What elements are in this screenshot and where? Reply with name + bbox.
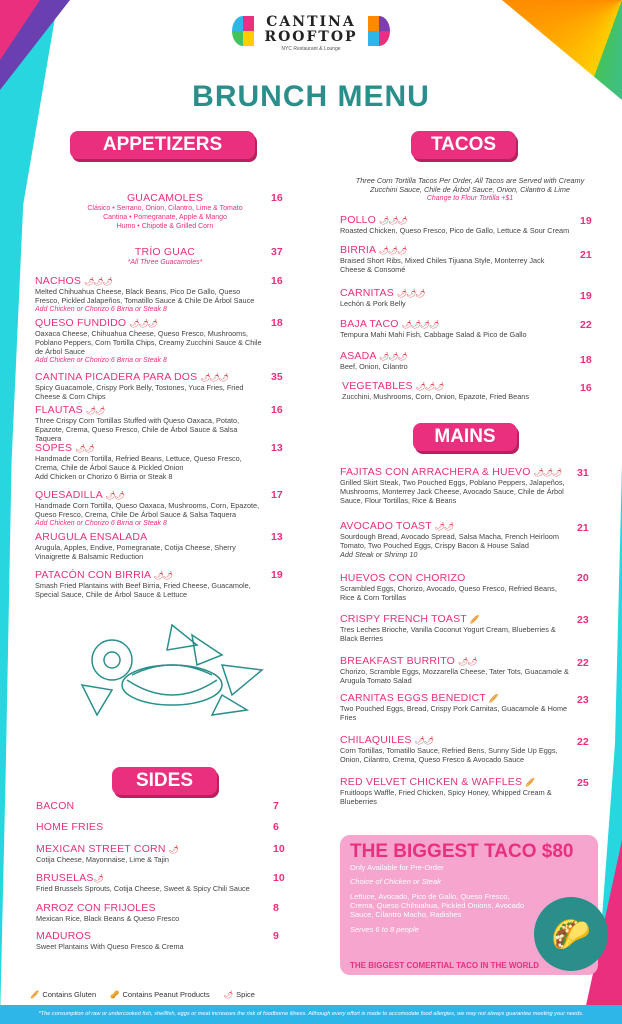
legend-spice: 🌶 Spice — [223, 990, 255, 999]
promo-line: Serves 6 to 8 people — [350, 925, 419, 934]
item-name: SOPES — [35, 442, 73, 454]
item-price: 18 — [580, 354, 592, 366]
item-price: 10 — [273, 872, 285, 884]
item-name: ASADA — [340, 350, 377, 362]
item-desc: Roasted Chicken, Queso Fresco, Pico de Gallo, Lettuce & Sour Cream — [340, 226, 570, 235]
item-desc: Spicy Guacamole, Crispy Pork Belly, Tostones, Yuca Fries, Fried Cheese & Corn Chips — [35, 383, 244, 401]
fan-icon — [232, 16, 254, 46]
item-price: 13 — [271, 442, 283, 454]
item-name: HUEVOS CON CHORIZO — [340, 572, 466, 584]
chili-icon: 🌶🌶 — [434, 522, 454, 531]
item-desc: Braised Short Ribs, Mixed Chiles Tijuana Style, Monterrey Jack Cheese & Consomé — [340, 256, 545, 274]
menu-item — [340, 776, 572, 806]
chili-icon: 🌶🌶🌶 — [379, 352, 407, 361]
disclaimer: *The consumption of raw or undercooked fish, shellfish, eggs or meat increases the risk of foodborne illness. Although every effort is made to accomodate food allergies, we may not always guarantee meeting your needs. — [0, 1005, 622, 1024]
item-desc: Lechón & Pork Belly — [340, 299, 406, 308]
item-price: 16 — [580, 382, 592, 394]
chili-icon: 🌶🌶🌶🌶 — [401, 320, 439, 329]
chili-icon: 🌶🌶🌶 — [533, 468, 562, 477]
item-desc: Sweet Plantains With Queso Fresco & Crema — [36, 942, 184, 951]
item-name: QUESO FUNDIDO — [35, 317, 127, 329]
item-name: POLLO — [340, 214, 377, 226]
mains-heading: MAINS — [413, 423, 517, 451]
taco-icon: 🌮 — [534, 897, 608, 971]
item-desc: Chorizo, Scramble Eggs, Mozzarella Cheese, Tater Tots, Guacamole & Arugula Tomato Salad — [340, 667, 569, 685]
promo-line: Lettuce, Avocado, Pico de Gallo, Queso Fresco, Crema, Queso Chihuahua, Pickled Onions, Avocado Sauce, Cilantro Macho, Radishes — [350, 892, 525, 919]
item-price: 22 — [577, 736, 589, 748]
item-price: 21 — [580, 249, 592, 261]
intro-note: Change to Flour Tortilla +$1 — [426, 195, 514, 202]
chili-icon: 🌶 — [168, 845, 178, 854]
chili-icon: 🌶 — [93, 874, 103, 883]
menu-item — [340, 692, 572, 722]
chili-icon: 🌶🌶 — [458, 657, 477, 666]
item-name: CANTINA PICADERA PARA DOS — [35, 371, 198, 383]
item-price: 20 — [577, 572, 589, 584]
menu-item — [36, 930, 266, 951]
legend-gluten: 🥖 Contains Gluten — [30, 990, 97, 999]
brand-tagline: NYC Restaurant & Lounge — [281, 46, 341, 52]
item-desc: Beef, Onion, Cilantro — [340, 362, 408, 371]
page-title: BRUNCH MENU — [192, 80, 430, 113]
item-price: 8 — [273, 902, 279, 914]
menu-item — [340, 520, 570, 559]
menu-item — [35, 531, 270, 561]
item-name: CARNITAS EGGS BENEDICT — [340, 692, 486, 704]
menu-item — [340, 734, 572, 764]
brand-logo — [232, 14, 390, 58]
item-price: 7 — [273, 800, 279, 812]
item-desc: Add Chicken or Chorizo 6 Birria or Steak 8 — [35, 472, 173, 481]
tacos-heading: TACOS — [411, 131, 516, 159]
item-price: 9 — [273, 930, 279, 942]
menu-item — [35, 275, 265, 314]
menu-item — [36, 821, 103, 833]
item-price: 25 — [577, 777, 589, 789]
item-name: MEXICAN STREET CORN — [36, 843, 166, 855]
chili-icon: 🌶🌶 — [153, 571, 173, 580]
chili-icon: 🌶🌶 — [105, 491, 124, 500]
chili-icon: 🌶🌶🌶 — [397, 289, 425, 298]
item-name: CRISPY FRENCH TOAST — [340, 613, 467, 625]
chili-icon: 🌶🌶🌶 — [84, 277, 112, 286]
chili-icon: 🌶🌶 — [86, 406, 105, 415]
item-price: 21 — [577, 522, 589, 534]
guacamole-illustration — [72, 615, 272, 725]
menu-item — [35, 404, 265, 443]
item-desc: Scrambled Eggs, Chorizo, Avocado, Queso Fresco, Refried Beans, Rice & Corn Tortillas — [340, 584, 557, 602]
item-price: 10 — [273, 843, 285, 855]
item-price: 16 — [271, 275, 283, 287]
menu-item — [36, 843, 266, 864]
menu-item — [340, 244, 555, 274]
item-name: VEGETABLES — [342, 380, 413, 392]
menu-item — [35, 489, 265, 528]
item-price: 23 — [577, 614, 589, 626]
legend — [30, 990, 255, 999]
menu-item — [36, 872, 266, 893]
item-note: Add Chicken or Chorizo 6 Birria or Steak 8 — [35, 520, 167, 527]
item-price: 13 — [271, 531, 283, 543]
menu-item — [35, 442, 265, 481]
menu-item — [70, 246, 260, 267]
fan-icon — [368, 16, 390, 46]
item-name: BACON — [36, 800, 75, 812]
sides-heading: SIDES — [112, 767, 217, 795]
item-price: 22 — [580, 319, 592, 331]
item-desc: Tres Leches Brioche, Vanilla Coconut Yogurt Cream, Blueberries & Black Berries — [340, 625, 556, 643]
menu-item — [35, 569, 265, 599]
item-price: 18 — [271, 317, 283, 329]
item-desc: Fried Brussels Sprouts, Cotija Cheese, Sweet & Spicy Chili Sauce — [36, 884, 250, 893]
item-price: 19 — [580, 215, 592, 227]
item-desc: Zucchini, Mushrooms, Corn, Onion, Epazote, Fried Beans — [342, 392, 529, 401]
item-desc: Cotija Cheese, Mayonnaise, Lime & Tajin — [36, 855, 169, 864]
tacos-intro — [355, 176, 585, 203]
item-price: 17 — [271, 489, 283, 501]
chili-icon: 🌶🌶 — [75, 444, 94, 453]
gluten-icon: 🥖 — [488, 694, 498, 703]
item-name: MADUROS — [36, 930, 92, 942]
item-name: CHILAQUILES — [340, 734, 412, 746]
item-desc: Sourdough Bread, Avocado Spread, Salsa Macha, French Heirloom Tomato, Two Pouched Eggs, Crispy Bacon & House Salad — [340, 532, 559, 550]
item-desc: Arugula, Apples, Endive, Pomegranate, Cotija Cheese, Sherry Vinaigrette & Balsamic Reduction — [35, 543, 236, 561]
item-name: GUACAMOLES — [126, 192, 204, 204]
gluten-icon: 🥖 — [30, 990, 40, 999]
item-price: 23 — [577, 694, 589, 706]
item-name: AVOCADO TOAST — [340, 520, 432, 532]
brand-line2: ROOFTOP — [264, 29, 358, 45]
intro-text: Three Corn Tortilla Tacos Per Order, All Tacos are Served with Creamy Zucchini Sauce, Chile de Árbol Sauce, Onion, Cilantro & Lime — [355, 176, 585, 194]
item-price: 16 — [271, 192, 283, 204]
item-desc: Handmade Corn Tortilla, Refried Beans, Lettuce, Queso Fresco, Crema, Chile de Árbol Sauce & Pickled Onion — [35, 454, 242, 472]
chili-icon: 🌶 — [223, 990, 234, 999]
item-desc: Smash Fried Plantains with Beef Birria, Fried Cheese, Guacamole, Special Sauce, Chile de Árbol Sauce & Lettuce — [35, 581, 251, 599]
item-price: 19 — [271, 569, 283, 581]
gluten-icon: 🥖 — [469, 615, 479, 624]
item-note: Add Chicken or Chorizo 6 Birria or Steak 8 — [35, 306, 167, 313]
brand-line1: CANTINA — [266, 14, 356, 30]
menu-item — [35, 317, 265, 365]
item-note: Add Steak or Shrimp 10 — [340, 550, 418, 559]
item-price: 31 — [577, 467, 589, 479]
item-price: 19 — [580, 290, 592, 302]
item-name: FLAUTAS — [35, 404, 83, 416]
item-desc: Tempura Mahi Mahi Fish, Cabbage Salad & Pico de Gallo — [340, 330, 527, 339]
item-name: BIRRIA — [340, 244, 376, 256]
item-desc: Mexican Rice, Black Beans & Queso Fresco — [36, 914, 180, 923]
menu-item — [342, 380, 577, 401]
item-name: NACHOS — [35, 275, 82, 287]
item-note: *All Three Guacamoles* — [127, 259, 203, 266]
biggest-taco-promo — [340, 835, 598, 975]
menu-item — [340, 350, 575, 371]
menu-item — [36, 800, 74, 812]
appetizers-heading: APPETIZERS — [70, 131, 255, 159]
menu-item — [340, 214, 575, 235]
menu-item — [35, 371, 270, 401]
item-desc: Corn Tortillas, Tomatillo Sauce, Refried Bens, Sunny Side Up Eggs, Onion, Cilantro, Crema, Queso Fresco & Avocado Sauce — [340, 746, 558, 764]
item-price: 37 — [271, 246, 283, 258]
item-desc: Clásico • Serrano, Onion, Cilantro, Lime & Tomato — [87, 205, 243, 212]
item-note: Add Chicken or Chorizo 6 Birria or Steak 8 — [35, 357, 167, 364]
chili-icon: 🌶🌶 — [414, 736, 434, 745]
gluten-icon: 🥖 — [525, 778, 535, 787]
menu-item — [340, 655, 572, 685]
item-desc: Fruitloops Waffle, Fried Chicken, Spicy Honey, Whipped Cream & Blueberries — [340, 788, 552, 806]
item-name: TRÍO GUAC — [134, 246, 196, 258]
menu-item — [340, 572, 572, 602]
promo-line: Only Available for Pre-Order — [350, 863, 444, 872]
promo-title: THE BIGGEST TACO $80 — [350, 841, 574, 862]
item-name: FAJITAS CON ARRACHERA & HUEVO — [340, 466, 531, 478]
item-name: HOME FRIES — [36, 821, 104, 833]
item-price: 16 — [271, 404, 283, 416]
item-desc: Melted Chihuahua Cheese, Black Beans, Pico De Gallo, Queso Fresco, Pickled Jalapeños, Tomatillo Sauce & Chile De Árbol Sauce — [35, 287, 255, 305]
menu-item — [340, 466, 572, 505]
item-name: BAJA TACO — [340, 318, 399, 330]
item-name: RED VELVET CHICKEN & WAFFLES — [340, 776, 523, 788]
chili-icon: 🌶🌶🌶 — [200, 373, 228, 382]
item-name: BRUSELAS — [36, 872, 94, 884]
chili-icon: 🌶🌶🌶 — [415, 382, 444, 391]
item-desc: Two Pouched Eggs, Bread, Crispy Pork Carnitas, Guacamole & Home Fries — [340, 704, 568, 722]
menu-item — [340, 613, 572, 643]
menu-item — [70, 192, 260, 231]
legend-peanut: 🥜 Contains Peanut Products — [110, 990, 210, 999]
item-price: 22 — [577, 657, 589, 669]
item-desc: Grilled Skirt Steak, Two Pouched Eggs, Poblano Peppers, Jalapeños, Mushrooms, Monterrey Jack Cheese, Avocado Sauce, Chile de Árbol Sauce, Flour Tortillas, Rice & Beans — [340, 478, 565, 505]
item-desc: Handmade Corn Tortilla, Queso Oaxaca, Mushrooms, Corn, Epazote, Queso Fresco, Crema, Chile De Árbol Sauce & Salsa Taquera — [35, 501, 260, 519]
chili-icon: 🌶🌶🌶 — [378, 246, 407, 255]
item-desc: Oaxaca Cheese, Chihuahua Cheese, Queso Fresco, Mushrooms, Poblano Peppers, Corn Tortilla Chips, Creamy Zucchini Sauce & Chile de Árbol Sauce — [35, 329, 262, 356]
item-desc: Cantina • Pomegranate, Apple & Mango — [103, 214, 227, 221]
item-name: PATACÓN CON BIRRIA — [35, 569, 151, 581]
menu-item — [340, 287, 575, 308]
menu-item — [340, 318, 575, 339]
chili-icon: 🌶🌶🌶 — [129, 319, 157, 328]
promo-footer: THE BIGGEST COMERTIAL TACO IN THE WORLD — [350, 961, 540, 970]
item-price: 6 — [273, 821, 279, 833]
peanut-icon: 🥜 — [110, 990, 120, 999]
item-price: 35 — [271, 371, 283, 383]
item-desc: Three Crispy Corn Tortillas Stuffed with Queso Oaxaca, Potato, Epazote, Crema, Queso Fresco, Chile de Árbol Sauce & Salsa Taquera — [35, 416, 240, 443]
item-name: QUESADILLA — [35, 489, 103, 501]
item-name: BREAKFAST BURRITO — [340, 655, 456, 667]
promo-line: Choice of Chicken or Steak — [350, 877, 441, 886]
item-name: ARUGULA ENSALADA — [35, 531, 148, 543]
decor-papel-left-pink — [0, 0, 40, 60]
item-name: ARROZ CON FRIJOLES — [36, 902, 156, 914]
chili-icon: 🌶🌶🌶 — [379, 216, 407, 225]
menu-item — [36, 902, 266, 923]
item-desc: Humo • Chipotle & Grilled Corn — [116, 223, 214, 230]
item-name: CARNITAS — [340, 287, 394, 299]
